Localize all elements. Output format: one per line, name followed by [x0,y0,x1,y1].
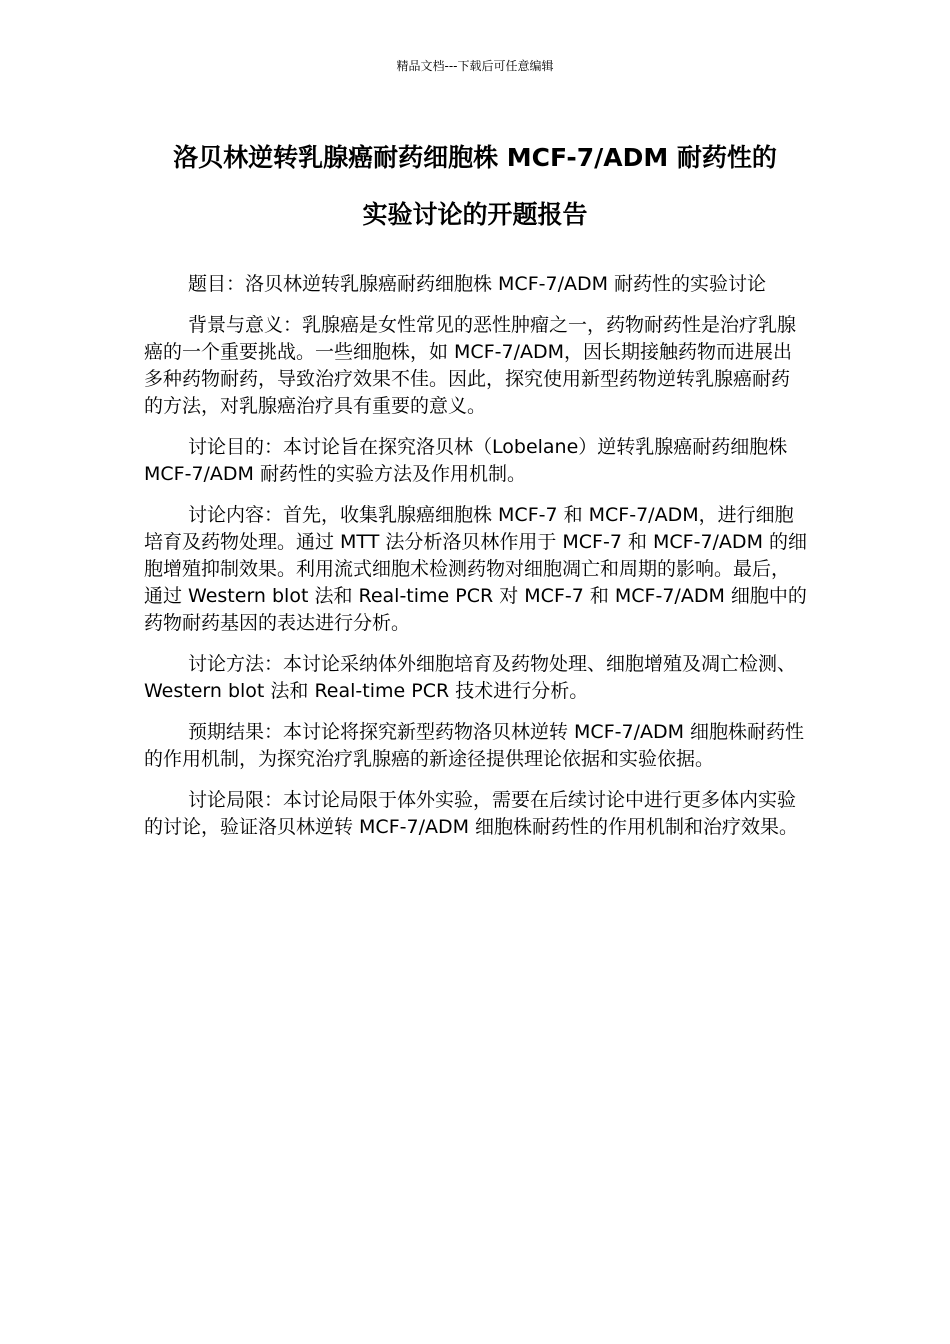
paragraph-background: 背景与意义：乳腺癌是女性常见的恶性肿瘤之一，药物耐药性是治疗乳腺癌的一个重要挑战。一些细胞株，如 MCF-7/ADM，因长期接触药物而进展出多种药物耐药，导致治疗效果不佳。因此，探究使用新型药物逆转乳腺癌耐药的方法，对乳腺癌治疗具有重要的意义。 [144,314,797,417]
document-title-line-2: 实验讨论的开题报告 [362,200,588,229]
paragraph-limitations: 讨论局限：本讨论局限于体外实验，需要在后续讨论中进行更多体内实验的讨论，验证洛贝林逆转 MCF-7/ADM 细胞株耐药性的作用机制和治疗效果。 [144,789,799,838]
document-title [140,129,810,243]
document-body [144,271,808,855]
page-header: 精品文档---下载后可任意编辑 [396,59,554,73]
document-title-line-1: 洛贝林逆转乳腺癌耐药细胞株 MCF-7/ADM 耐药性的 [173,143,777,172]
paragraph-content: 讨论内容：首先，收集乳腺癌细胞株 MCF-7 和 MCF-7/ADM，进行细胞培育及药物处理。通过 MTT 法分析洛贝林作用于 MCF-7 和 MCF-7/ADM 的细胞增殖抑制效果。利用流式细胞术检测药物对细胞凋亡和周期的影响。最后，通过 Western blot 法和 Real-time PCR 对 MCF-7 和 MCF-7/ADM 细胞中的药物耐药基因的表达进行分析。 [144,504,807,634]
paragraph-expected-results: 预期结果：本讨论将探究新型药物洛贝林逆转 MCF-7/ADM 细胞株耐药性的作用机制，为探究治疗乳腺癌的新途径提供理论依据和实验依据。 [144,721,805,770]
paragraph-topic: 题目：洛贝林逆转乳腺癌耐药细胞株 MCF-7/ADM 耐药性的实验讨论 [188,273,767,295]
paragraph-purpose: 讨论目的：本讨论旨在探究洛贝林（Lobelane）逆转乳腺癌耐药细胞株 MCF-7/ADM 耐药性的实验方法及作用机制。 [144,436,788,485]
paragraph-methods: 讨论方法：本讨论采纳体外细胞培育及药物处理、细胞增殖及凋亡检测、Western blot 法和 Real-time PCR 技术进行分析。 [144,653,797,702]
